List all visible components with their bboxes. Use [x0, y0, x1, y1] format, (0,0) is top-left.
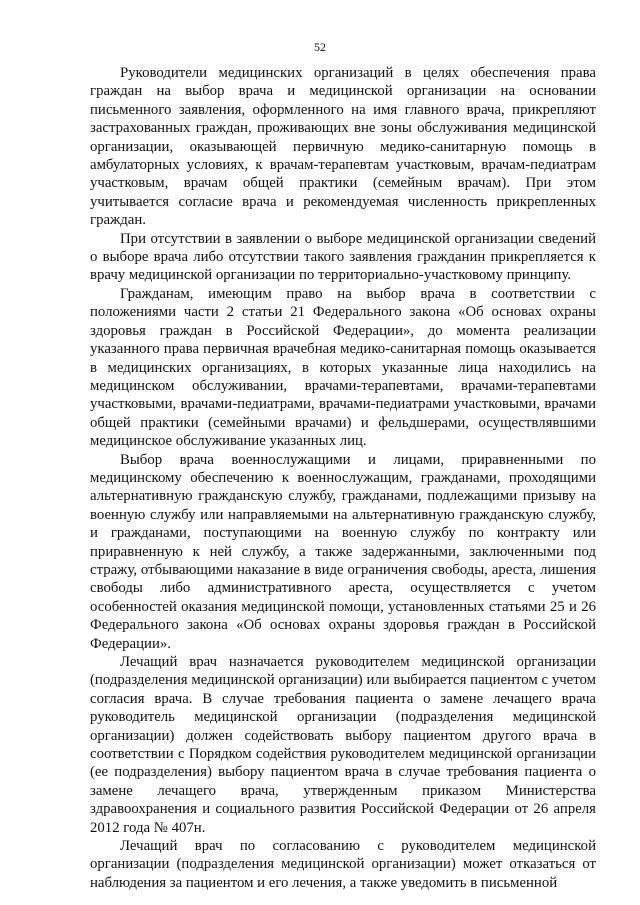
paragraph-physician-refusal: Лечащий врач по согласованию с руководителем медицинской организации (подразделения медицинской организации) может отказаться от наблюдения за пациентом и его лечения, а также уведомить в письменной: [90, 838, 596, 891]
document-body: [90, 64, 596, 892]
paragraph-attending-physician: Лечащий врач назначается руководителем медицинской организации (подразделения медицинской организации) или выбирается пациентом с учетом согласия врача. В случае требования пациента о замене лечащего врача руководитель медицинской организации (подразделения медицинской организации) должен содействовать выбору пациентом другого врача в соответствии с Порядком содействия руководителем медицинской организации (ее подразделения) выбору пациентом врача в случае требования пациента о замене лечащего врача, утвержденным приказом Министерства здравоохранения и социального развития Российской Федерации от 26 апреля 2012 года № 407н.: [90, 654, 596, 836]
paragraph-right-to-choose: Гражданам, имеющим право на выбор врача в соответствии с положениями части 2 статьи 21 Федерального закона «Об основах охраны здоровья граждан в Российской Федерации», до момента реализации указанного права первичная врачебная медико-санитарная помощь оказывается в медицинских организациях, в которых указанные лица находились на медицинском обслуживании, врачами-терапевтами, врачами-терапевтами участковыми, врачами-педиатрами, врачами-педиатрами участковыми, врачами общей практики (семейными врачами) и фельдшерами, осуществлявшими медицинское обслуживание указанных лиц.: [90, 285, 596, 450]
paragraph-patient-attachment: Руководители медицинских организаций в целях обеспечения права граждан на выбор врача и медицинской организации на основании письменного заявления, оформленного на имя главного врача, прикрепляют застрахованных граждан, проживающих вне зоны обслуживания медицинской организации, оказывающей первичную медико-санитарную помощь в амбулаторных условиях, к врачам-терапевтам участковым, врачам-педиатрам участковым, врачам общей практики (семейным врачам). При этом учитывается согласие врача и рекомендуемая численность прикрепленных граждан.: [90, 65, 596, 229]
paragraph-territorial-principle: При отсутствии в заявлении о выборе медицинской организации сведений о выборе врача либо отсутствии такого заявления гражданин прикрепляется к врачу медицинской организации по территориально-участковому принципу.: [90, 230, 596, 284]
paragraph-military-personnel: Выбор врача военнослужащими и лицами, приравненными по медицинскому обеспечению к военнослужащим, гражданами, проходящими альтернативную гражданскую службу, гражданами, подлежащими призыву на военную службу или направляемыми на альтернативную гражданскую службу, и гражданами, поступающими на военную службу по контракту или приравненную к ней службу, а также задержанными, заключенными под стражу, отбывающими наказание в виде ограничения свободы, ареста, лишения свободы либо административного ареста, осуществляется с учетом особенностей оказания медицинской помощи, установленных статьями 25 и 26 Федерального закона «Об основах охраны здоровья граждан в Российской Федерации».: [90, 451, 596, 652]
page-number: 52: [314, 40, 326, 54]
